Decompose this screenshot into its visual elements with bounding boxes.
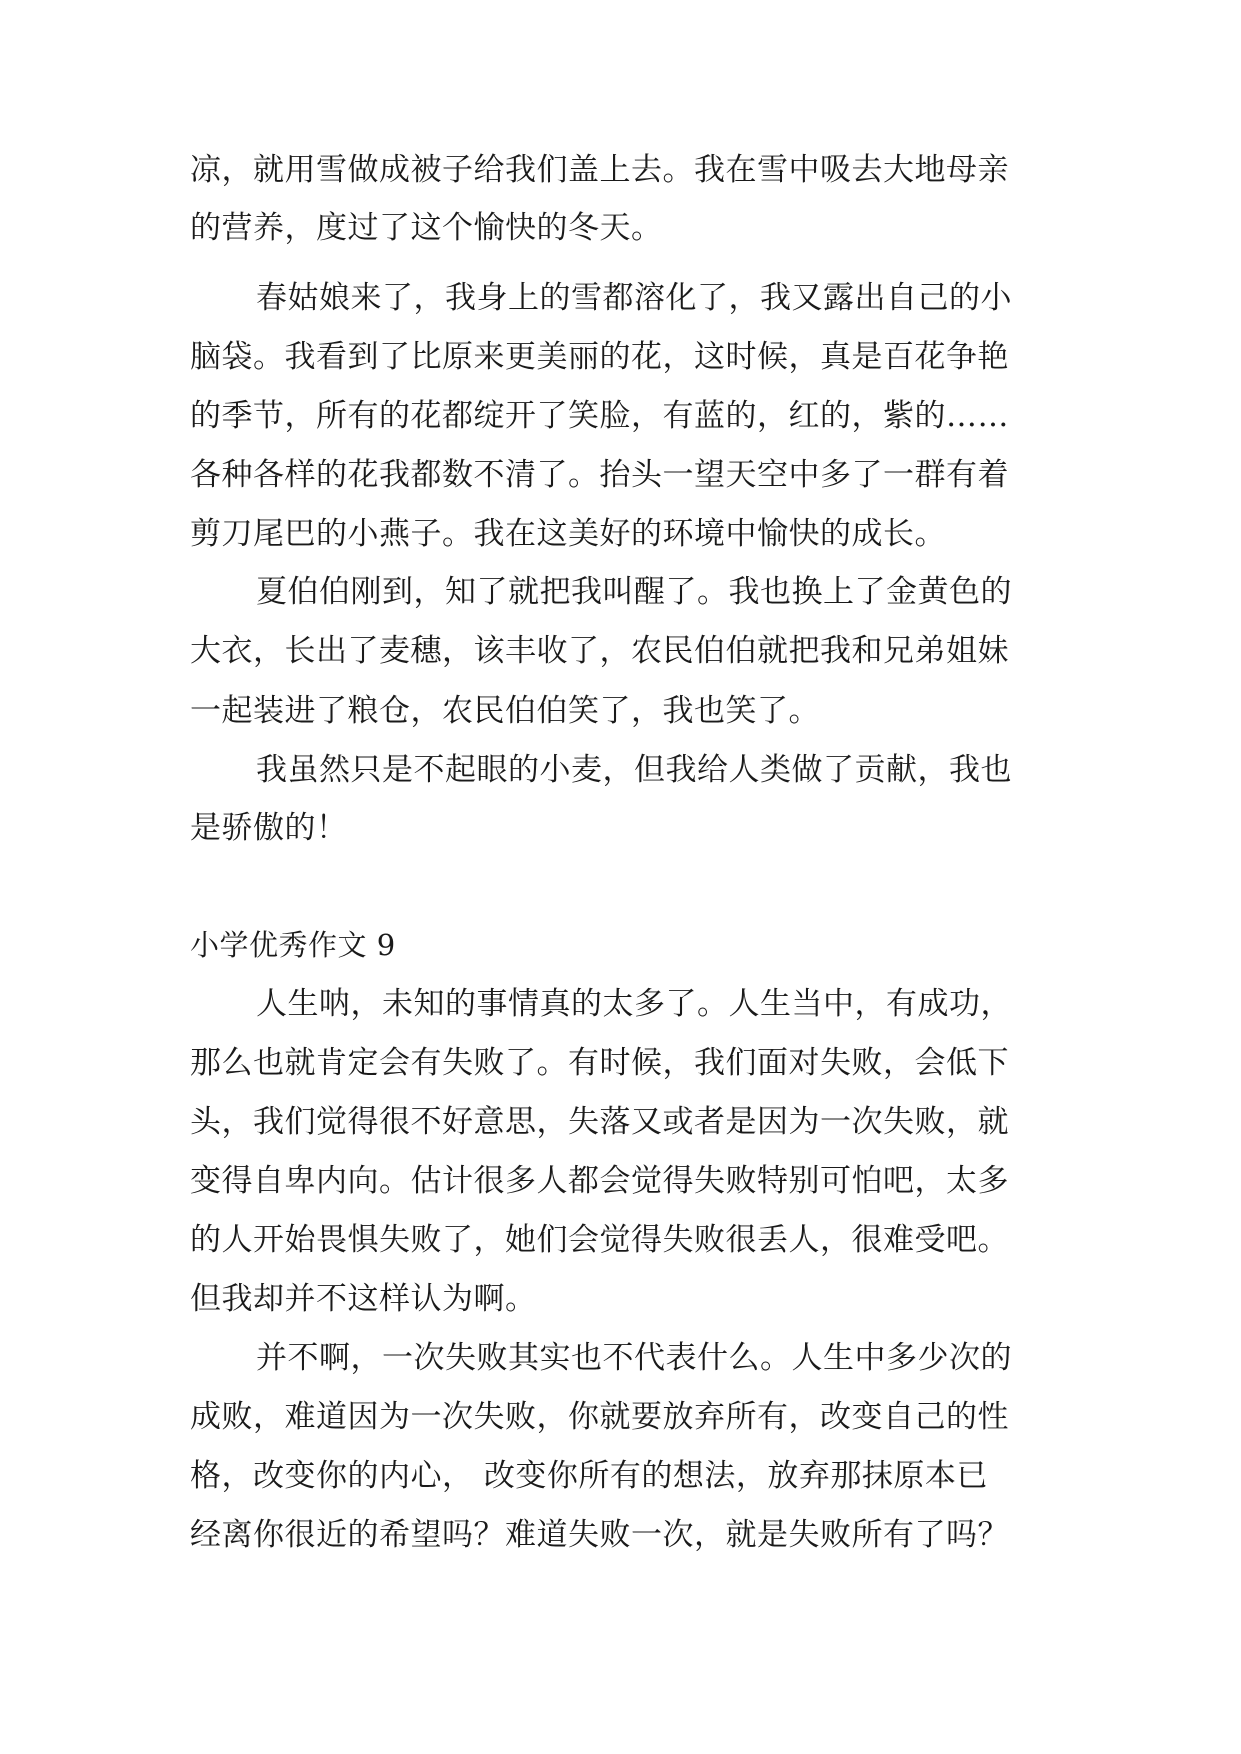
text-line: 的营养，度过了这个愉快的冬天。 — [190, 210, 663, 246]
paragraph-first-line: 夏伯伯刚到，知了就把我叫醒了。我也换上了金黄色的 — [256, 574, 1012, 610]
paragraph-first-line: 我虽然只是不起眼的小麦，但我给人类做了贡献，我也 — [256, 752, 1012, 788]
text-line: 格，改变你的内心， 改变你所有的想法，放弃那抹原本已 — [190, 1458, 988, 1494]
paragraph-first-line: 春姑娘来了，我身上的雪都溶化了，我又露出自己的小 — [256, 280, 1012, 316]
section-heading: 小学优秀作文 9 — [190, 928, 396, 962]
text-line: 凉，就用雪做成被子给我们盖上去。我在雪中吸去大地母亲 — [190, 152, 1009, 188]
text-line: 大衣，长出了麦穗，该丰收了，农民伯伯就把我和兄弟姐妹 — [190, 633, 1009, 669]
text-line: 各种各样的花我都数不清了。抬头一望天空中多了一群有着 — [190, 457, 1009, 493]
paragraph-first-line: 人生呐，未知的事情真的太多了。人生当中，有成功， — [256, 986, 1012, 1022]
text-line: 但我却并不这样认为啊。 — [190, 1281, 537, 1317]
text-line: 脑袋。我看到了比原来更美丽的花，这时候，真是百花争艳 — [190, 339, 1009, 375]
text-line: 的人开始畏惧失败了，她们会觉得失败很丢人，很难受吧。 — [190, 1222, 1009, 1258]
text-line: 变得自卑内向。估计很多人都会觉得失败特别可怕吧，太多 — [190, 1163, 1009, 1199]
text-line: 一起装进了粮仓，农民伯伯笑了，我也笑了。 — [190, 693, 820, 729]
text-line: 经离你很近的希望吗？难道失败一次，就是失败所有了吗？ — [190, 1517, 1009, 1553]
text-line: 剪刀尾巴的小燕子。我在这美好的环境中愉快的成长。 — [190, 516, 946, 552]
paragraph-first-line: 并不啊，一次失败其实也不代表什么。人生中多少次的 — [256, 1340, 1012, 1376]
text-line: 成败，难道因为一次失败，你就要放弃所有，改变自己的性 — [190, 1399, 1009, 1435]
text-line: 那么也就肯定会有失败了。有时候，我们面对失败，会低下 — [190, 1045, 1009, 1081]
text-line: 的季节，所有的花都绽开了笑脸，有蓝的，红的，紫的…… — [190, 398, 1009, 434]
text-line: 头，我们觉得很不好意思，失落又或者是因为一次失败，就 — [190, 1104, 1009, 1140]
text-line: 是骄傲的！ — [190, 810, 348, 846]
